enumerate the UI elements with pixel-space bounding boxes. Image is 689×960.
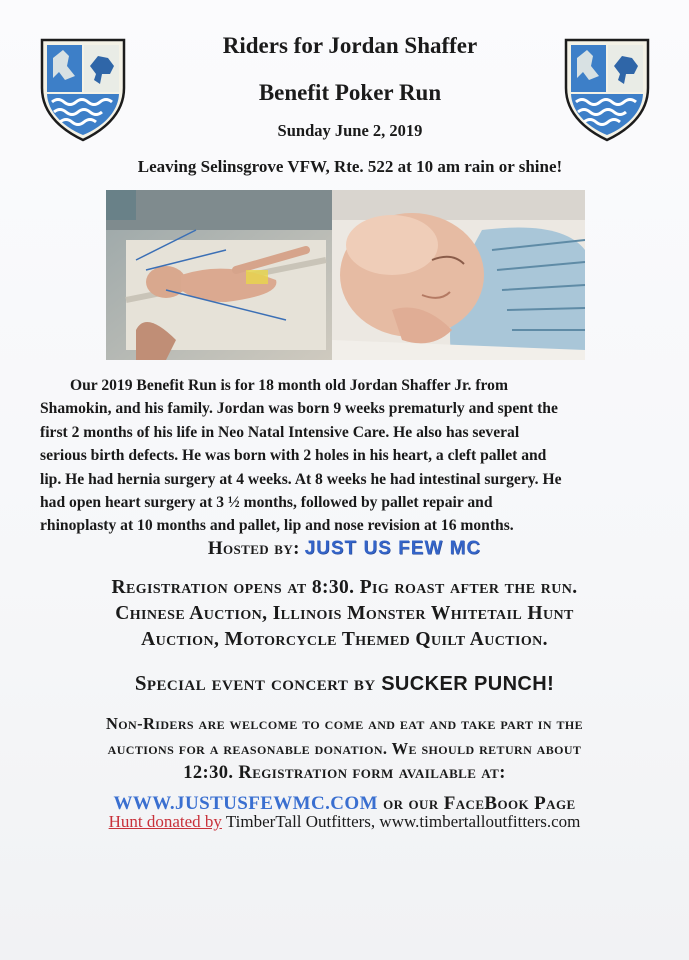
story-paragraph bbox=[40, 374, 656, 538]
flyer-title: Riders for Jordan Shaffer bbox=[222, 33, 478, 58]
story-line: Our 2019 Benefit Run is for 18 month old Jordan Shaffer Jr. from bbox=[70, 377, 508, 394]
hosted-by-label: Hosted by: bbox=[207, 538, 300, 559]
story-line: had open heart surgery at 3 ½ months, followed by pallet repair and bbox=[40, 494, 493, 512]
non-riders-line: 12:30. Registration form available at: bbox=[183, 763, 506, 783]
non-riders-line: Non-Riders are welcome to come and eat and take part in the bbox=[105, 714, 584, 733]
story-line: lip. He had hernia surgery at 4 weeks. At 8 weeks he had intestinal surgery. He bbox=[40, 470, 562, 488]
band-name: SUCKER PUNCH! bbox=[381, 673, 555, 695]
departure-info: Leaving Selinsgrove VFW, Rte. 522 at 10 am rain or shine! bbox=[137, 157, 563, 176]
facebook-page-text: or our FaceBook Page bbox=[383, 793, 576, 814]
non-riders-info bbox=[30, 711, 659, 786]
club-name: JUST US FEW MC bbox=[304, 538, 482, 559]
hosted-by-line bbox=[0, 538, 689, 560]
heraldic-shield-icon bbox=[38, 36, 128, 142]
registration-line: Registration opens at 8:30. Pig roast after the run. bbox=[111, 577, 578, 598]
story-line: serious birth defects. He was born with 2 holes in his heart, a cleft pallet and bbox=[40, 447, 547, 465]
non-riders-line: auctions for a reasonable donation. We should return about bbox=[107, 739, 582, 758]
registration-block bbox=[30, 575, 659, 653]
story-line: Shamokin, and his family. Jordan was born 9 weeks prematurly and spent the bbox=[40, 400, 558, 418]
special-event-label: Special event concert by bbox=[134, 671, 376, 695]
website-link[interactable]: WWW.JUSTUSFEWMC.COM bbox=[113, 793, 378, 814]
registration-line: Chinese Auction, Illinois Monster Whitetail Hunt bbox=[115, 603, 574, 624]
heraldic-shield-icon bbox=[562, 36, 652, 142]
story-line: first 2 months of his life in Neo Natal Intensive Care. He also has several bbox=[40, 423, 520, 441]
special-event-line bbox=[0, 671, 689, 696]
hunt-donated-label: Hunt donated by bbox=[108, 812, 222, 831]
event-date: Sunday June 2, 2019 bbox=[277, 121, 423, 140]
nicu-infant-photo-icon bbox=[106, 190, 332, 360]
story-line: rhinoplasty at 10 months and pallet, lip and nose revision at 16 months. bbox=[40, 517, 514, 535]
hunt-sponsor-line bbox=[0, 812, 689, 832]
flyer-subtitle: Benefit Poker Run bbox=[258, 80, 442, 105]
sponsor-name: TimberTall Outfitters, www.timbertalloutfitters.com bbox=[225, 812, 581, 831]
sleeping-infant-photo-icon bbox=[332, 190, 585, 360]
registration-line: Auction, Motorcycle Themed Quilt Auction. bbox=[141, 629, 548, 650]
